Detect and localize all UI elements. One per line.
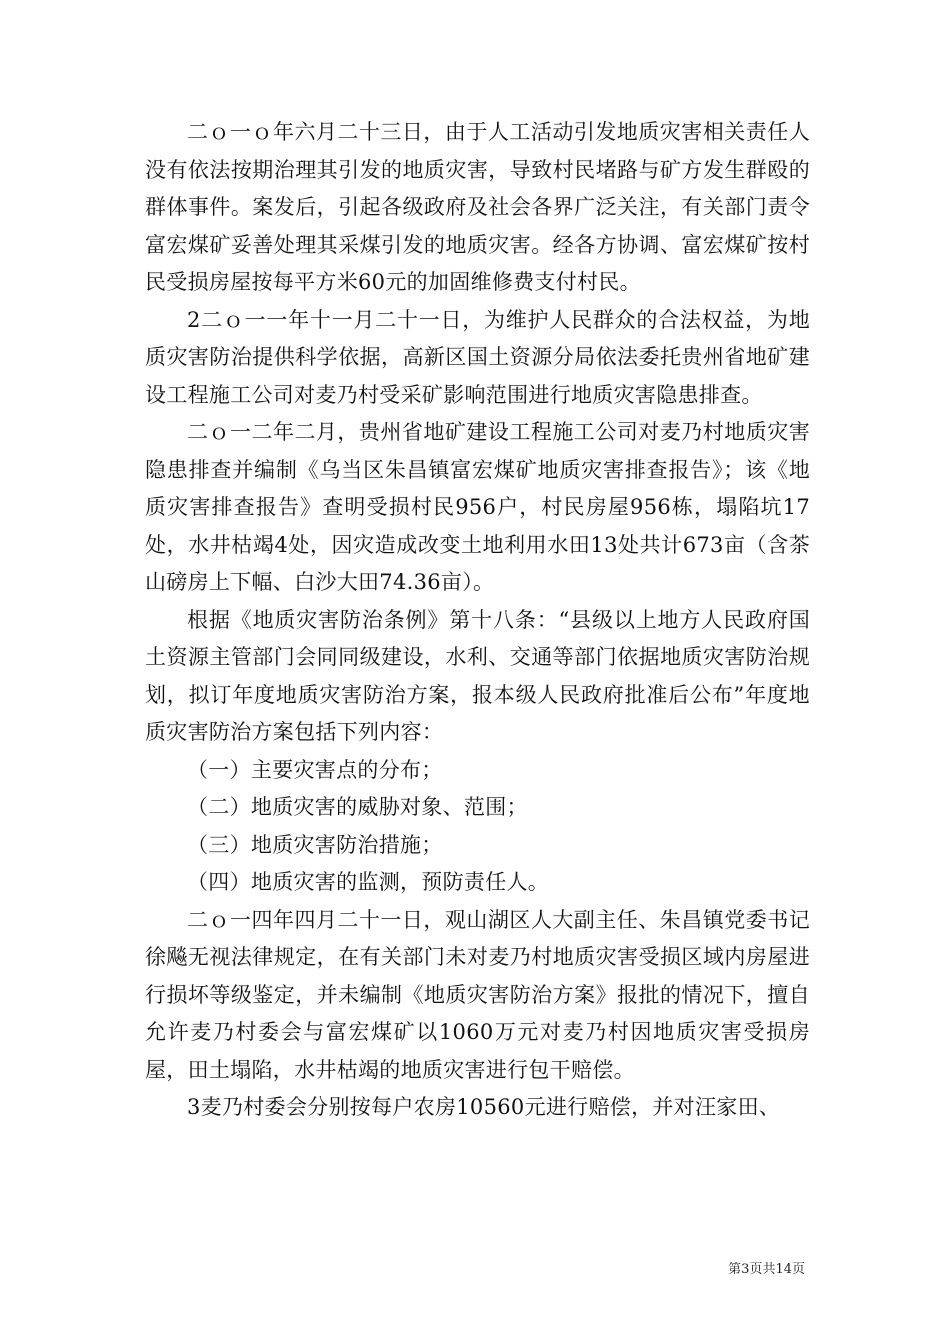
page-number: 第3页共14页 xyxy=(728,1262,805,1277)
document-body xyxy=(145,114,810,1127)
paragraph-2010-incident: 二ｏ一ｏ年六月二十三日，由于人工活动引发地质灾害相关责任人没有依法按期治理其引发的地质灾害，导致村民堵路与矿方发生群殴的群体事件。案发后，引起各级政府及社会各界广泛关注，有关部门责令富宏煤矿妥善处理其采煤引发的地质灾害。经各方协调、富宏煤矿按村民受损房屋按每平方米60元的加固维修费支付村民。 xyxy=(145,120,810,294)
list-item-2: （二）地质灾害的威胁对象、范围； xyxy=(187,795,528,819)
list-item-4: （四）地质灾害的监测，预防责任人。 xyxy=(187,870,550,894)
paragraph-2012-report: 二ｏ一二年二月，贵州省地矿建设工程施工公司对麦乃村地质灾害隐患排查并编制《乌当区朱昌镇富宏煤矿地质灾害排查报告》；该《地质灾害排查报告》查明受损村民956户，村民房屋956栋，塌陷坑17处，水井枯竭4处，因灾造成改变土地利用水田13处共计673亩（含茶山磅房上下幅、白沙大田74.36亩）。 xyxy=(145,420,810,594)
paragraph-2014-compensation: 二ｏ一四年四月二十一日，观山湖区人大副主任、朱昌镇党委书记徐飚无视法律规定，在有关部门未对麦乃村地质灾害受损区域内房屋进行损坏等级鉴定，并未编制《地质灾害防治方案》报批的情况下，擅自允许麦乃村委会与富宏煤矿以1060万元对麦乃村因地质灾害受损房屋，田土塌陷，水井枯竭的地质灾害进行包干赔偿。 xyxy=(145,907,810,1082)
paragraph-regulation: 根据《地质灾害防治条例》第十八条：“县级以上地方人民政府国土资源主管部门会同同级建设，水利、交通等部门依据地质灾害防治规划，拟订年度地质灾害防治方案，报本级人民政府批准后公布”年度地质灾害防治方案包括下列内容： xyxy=(145,607,810,744)
list-item-1: （一）主要灾害点的分布； xyxy=(187,757,443,782)
paragraph-2011-survey: 2二ｏ一一年十一月二十一日，为维护人民群众的合法权益，为地质灾害防治提供科学依据，高新区国土资源分局依法委托贵州省地矿建设工程施工公司对麦乃村受采矿影响范围进行地质灾害隐患排查。 xyxy=(145,307,810,407)
paragraph-village-compensation: 3麦乃村委会分别按每户农房10560元进行赔偿，并对汪家田、 xyxy=(187,1095,781,1119)
list-item-3: （三）地质灾害防治措施； xyxy=(187,832,443,857)
